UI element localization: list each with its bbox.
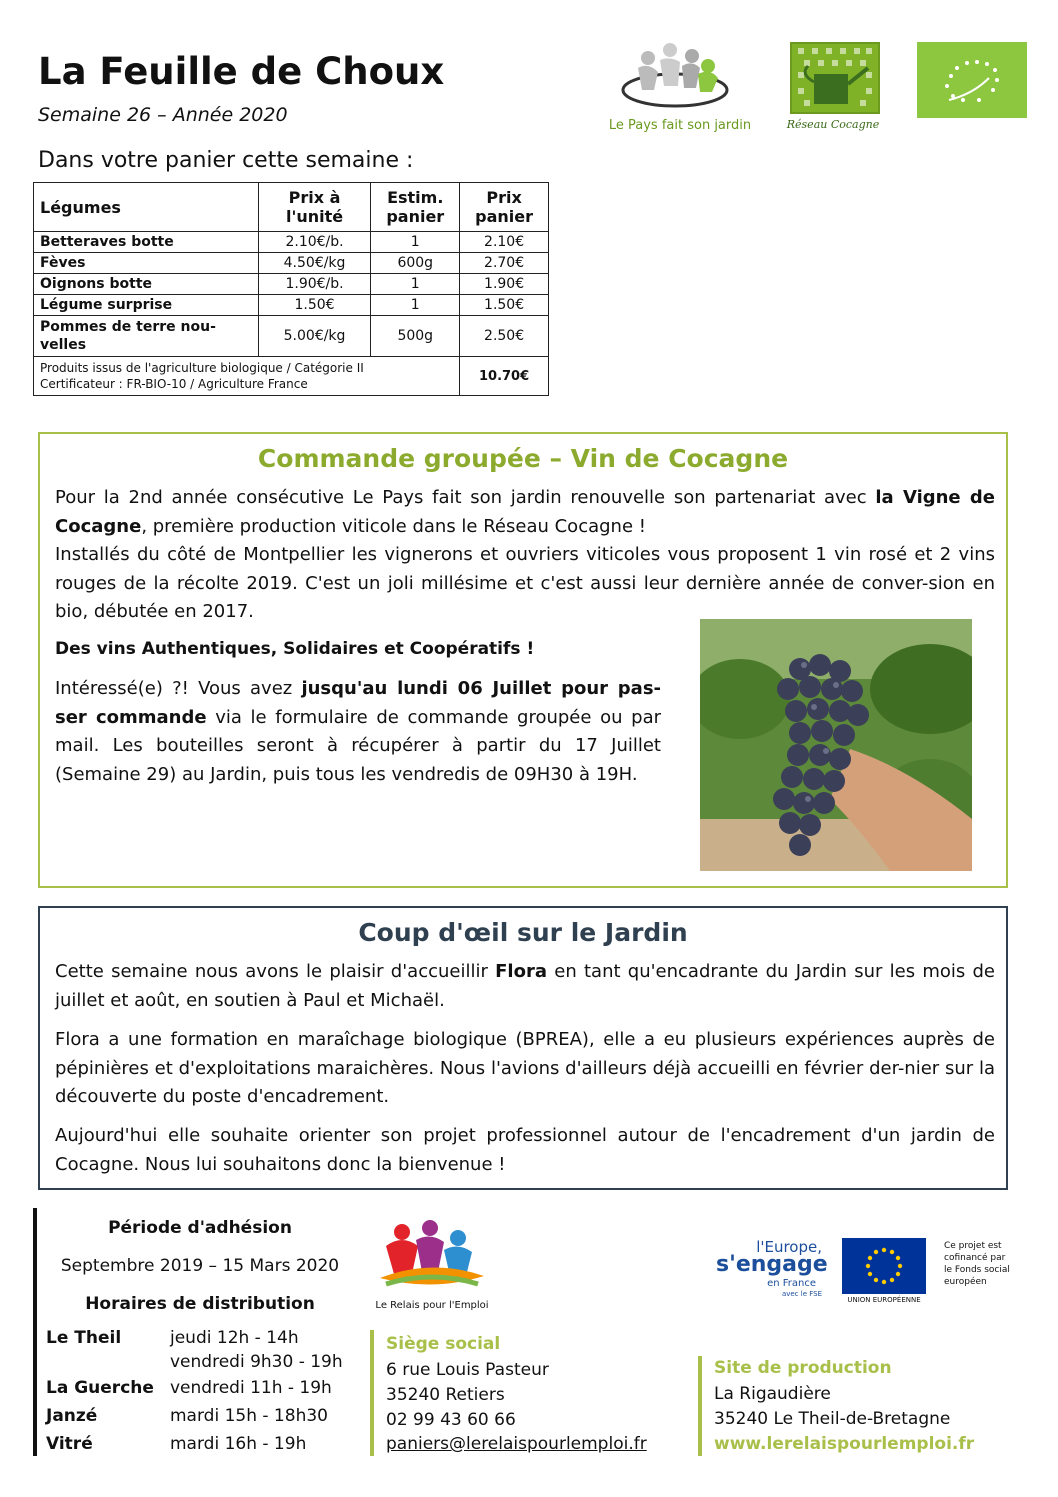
sengage-text: s'engage [716,1252,828,1277]
wine-p1-text: Pour la 2nd année consécutive Le Pays fait son jardin renouvelle son partenariat avec [55,487,876,508]
page-title: La Feuille de Choux [38,50,445,93]
wine-slogan: Des vins Authentiques, Solidaires et Coopératifs ! [55,639,535,659]
cell-price: 2.70€ [460,253,549,274]
col-header-prix-panier: Prix panier [460,183,549,232]
cell-unit-price: 1.90€/b. [258,274,371,295]
schedule-place: La Guerche [46,1378,154,1398]
adhesion-title: Période d'adhésion [108,1218,292,1238]
adhesion-dates: Septembre 2019 – 15 Mars 2020 [60,1256,340,1276]
certification-line-2: Certificateur : FR-BIO-10 / Agriculture France [40,377,308,391]
cell-unit-price: 5.00€/kg [258,316,371,357]
footer-left-rule [33,1208,37,1456]
garden-section [38,906,1008,1190]
wine-paragraph-4 [55,675,661,789]
schedule-time: mardi 15h - 18h30 [170,1406,328,1426]
cell-name: Betteraves botte [34,232,259,253]
siege-phone: 02 99 43 60 66 [386,1410,516,1430]
certification-line-1: Produits issus de l'agriculture biologique / Catégorie II [40,361,364,375]
relais-pour-emploi-logo [372,1218,492,1314]
cell-estimate: 600g [371,253,460,274]
schedule-place: Janzé [46,1406,98,1426]
fse-note: Ce projet est cofinancé par le Fonds social européen [944,1241,1010,1287]
siege-address-1: 6 rue Louis Pasteur [386,1360,549,1380]
europe-sengage-logo [716,1238,826,1298]
cell-price: 2.50€ [460,316,549,357]
col-header-legumes: Légumes [34,183,259,232]
people-circle-icon [600,38,760,118]
table-row [34,274,549,295]
table-header-row [34,183,549,232]
organic-leaf-icon [917,42,1027,118]
basket-heading: Dans votre panier cette semaine : [38,148,414,173]
europe-text: l'Europe, [756,1238,822,1256]
wine-paragraph-2: Installés du côté de Montpellier les vignerons et ouvriers viticoles vous proposent 1 vin rosé et 2 vins rouges de la récolte 2019. C'est un joli millésime et c'est aussi leur dernière année de conver-sion en bio, débutée en 2017. [55,544,995,622]
siege-email-link[interactable]: paniers@lerelaispourlemploi.fr [386,1434,647,1454]
cell-unit-price: 2.10€/b. [258,232,371,253]
eu-flag-icon [842,1238,926,1294]
page-subtitle: Semaine 26 – Année 2020 [38,104,288,126]
schedule-place: Vitré [46,1434,93,1454]
col-header-estim-panier: Estim. panier [371,183,460,232]
ue-label: UNION EUROPÉENNE [847,1296,921,1304]
certification-note [34,357,460,396]
schedule-time: vendredi 9h30 - 19h [170,1352,343,1372]
garden-paragraph-2: Flora a une formation en maraîchage biologique (BPREA), elle a eu plusieurs expériences auprès de pépinières et d'exploitations maraichères. Nous l'avions d'ailleurs déjà accueilli en février der-nier sur la découverte du poste d'encadrement. [55,1029,995,1107]
wine-paragraph-1 [55,484,995,541]
schedule-place: Le Theil [46,1328,122,1348]
wine-p4-text: Intéressé(e) ?! Vous avez [55,678,302,699]
table-footer-row [34,357,549,396]
avec-fse-text: avec le FSE [781,1290,822,1298]
en-france-text: en France [767,1278,816,1289]
cell-name: Fèves [34,253,259,274]
cell-price: 1.90€ [460,274,549,295]
pays-fait-son-jardin-logo [600,38,760,138]
relais-logo-caption: Le Relais pour l'Emploi [375,1300,489,1311]
garden-p1-text-end: en tant qu'encadrante du Jardin sur les mois de juillet et août, en soutien à Paul et Michaël. [55,961,995,1011]
wine-p4-text-end: via le formulaire de commande groupée ou par mail. Les bouteilles seront à récupérer à partir du 17 Juillet (Semaine 29) au Jardin, puis tous les vendredis de 09H30 à 19H. [55,706,661,785]
cell-unit-price: 4.50€/kg [258,253,371,274]
total-price: 10.70€ [460,357,549,396]
site-address-1: La Rigaudière [714,1384,831,1404]
garden-paragraph-1 [55,958,995,1015]
basket-table [33,182,549,396]
garden-paragraph-3: Aujourd'hui elle souhaite orienter son projet professionnel autour de l'encadrement d'un jardin de Cocagne. Nous lui souhaitons donc la bienvenue ! [55,1125,995,1175]
table-row [34,295,549,316]
site-left-rule [698,1356,702,1456]
wine-p1-bold: la Vigne de Cocagne [55,487,995,537]
horaires-title: Horaires de distribution [85,1294,315,1314]
reseau-logo-caption: Réseau Cocagne [786,118,880,131]
grapes-photo [700,619,972,871]
people-colorful-icon [372,1218,492,1298]
garden-section-title: Coup d'œil sur le Jardin [358,918,688,947]
site-address-2: 35240 Le Theil-de-Bretagne [714,1409,951,1429]
pays-logo-caption: Le Pays fait son jardin [608,118,752,133]
wine-p4-bold: jusqu'au lundi 06 Juillet pour pas-ser commande [55,678,661,728]
site-url-link[interactable]: www.lerelaispourlemploi.fr [714,1434,975,1454]
cell-name: Oignons botte [34,274,259,295]
cell-price: 1.50€ [460,295,549,316]
siege-left-rule [370,1330,374,1456]
schedule-time: mardi 16h - 19h [170,1434,307,1454]
table-row [34,253,549,274]
schedule-time: jeudi 12h - 14h [170,1328,299,1348]
siege-title: Siège social [386,1334,501,1354]
cell-name: Légume surprise [34,295,259,316]
eu-organic-leaf-logo [917,42,1027,118]
siege-address-2: 35240 Retiers [386,1385,505,1405]
garden-p1-bold: Flora [495,961,547,982]
cell-price: 2.10€ [460,232,549,253]
table-row [34,316,549,357]
cell-estimate: 1 [371,232,460,253]
table-row [34,232,549,253]
col-header-prix-unite: Prix à l'unité [258,183,371,232]
cell-name: Pommes de terre nou-velles [34,316,259,357]
reseau-cocagne-logo [786,42,880,138]
wine-section-title: Commande groupée – Vin de Cocagne [257,444,789,473]
site-title: Site de production [714,1358,892,1378]
garden-p1-text: Cette semaine nous avons le plaisir d'accueillir [55,961,496,982]
schedule-time: vendredi 11h - 19h [170,1378,332,1398]
cell-estimate: 500g [371,316,460,357]
cell-estimate: 1 [371,274,460,295]
watering-can-icon [790,42,880,114]
cell-estimate: 1 [371,295,460,316]
cell-unit-price: 1.50€ [258,295,371,316]
wine-p1-text-end: , première production viticole dans le Réseau Cocagne ! [141,515,646,537]
